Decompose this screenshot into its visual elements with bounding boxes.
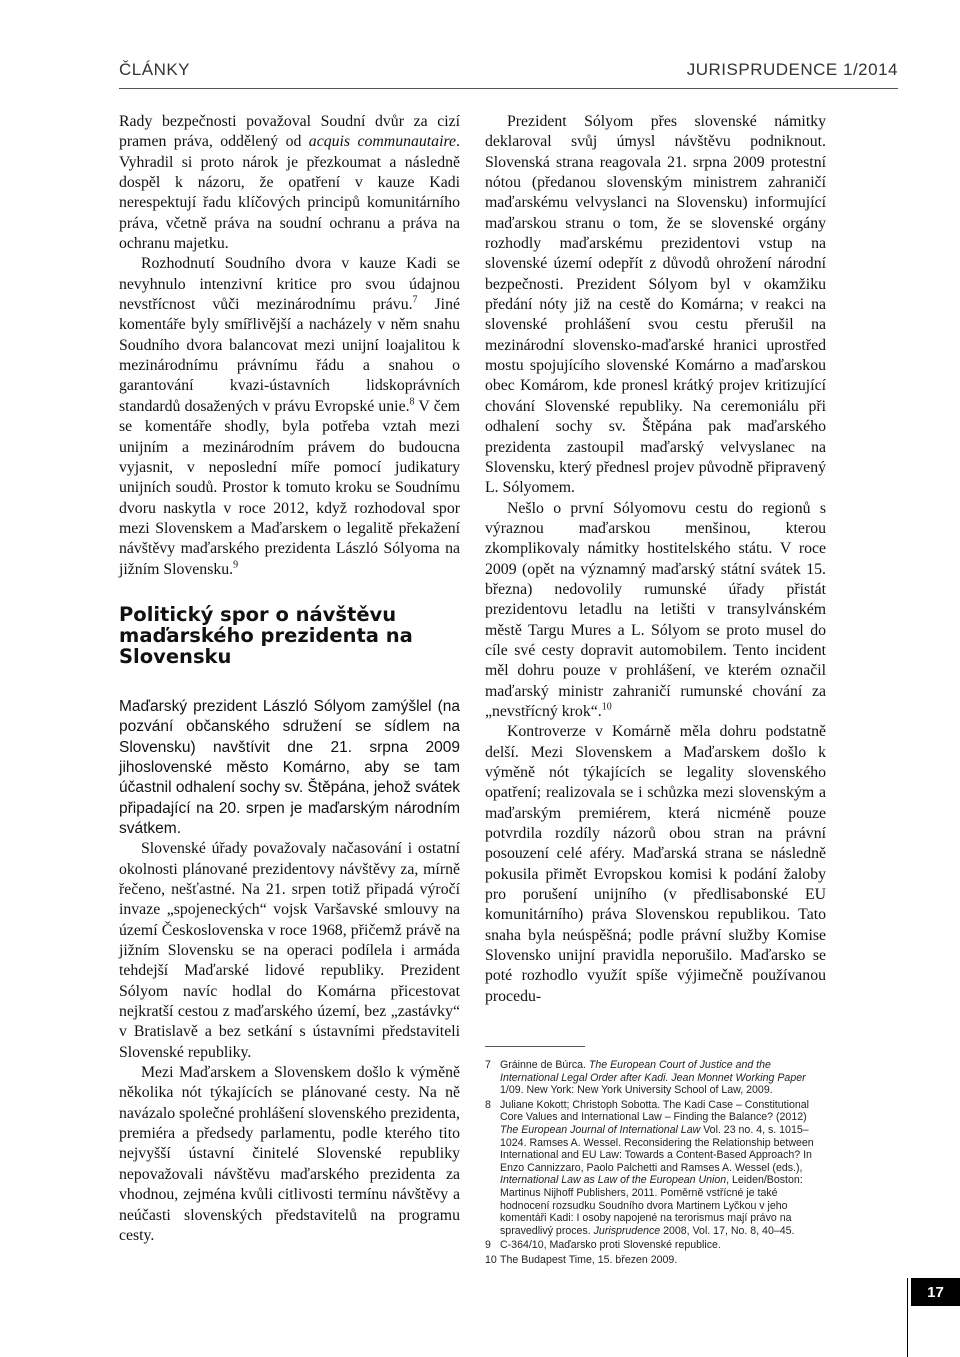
footnote: 9 C-364/10, Maďarsko proti Slovenské republice. bbox=[485, 1239, 721, 1252]
footnotes bbox=[485, 1059, 826, 1269]
footnote-ref[interactable]: 7 bbox=[412, 294, 418, 306]
header-divider bbox=[119, 88, 898, 89]
journal-title: JURISPRUDENCE 1/2014 bbox=[686, 60, 898, 79]
paragraph: Mezi Maďarskem a Slovenskem došlo k výměně několika nót týkajících se plánované cesty. Na ně navázalo společné prohlášení slovenského prezidenta, premiéra a předsedy parlamentu, podle kterého tito nejvyšší ústavní činitelé Slovenské republiky nepovažovali návštěvu maďarského prezidenta za vhodnou, zejména kvůli citlivosti termínu návštěvy a neúčasti slovenských představitelů na programu cesty. bbox=[119, 1064, 460, 1244]
footnote-number: 8 bbox=[485, 1098, 491, 1111]
footnote: 10 The Budapest Time, 15. březen 2009. bbox=[485, 1253, 678, 1266]
footnote-ref[interactable]: 8 bbox=[409, 396, 415, 408]
section-label: ČLÁNKY bbox=[119, 60, 191, 79]
footnote-number: 9 bbox=[485, 1239, 491, 1252]
footnote-ref[interactable]: 10 bbox=[601, 701, 612, 713]
paragraph: Kontroverze v Komárně měla dohru podstatně delší. Mezi Slovenskem a Maďarskem došlo k výměně nót týkajících se legality slovenského opatření; realizovala se i schůzka mezi slovenským a maďarským premiérem, která nicméně pouze potvrdila rozdíly názorů obou stran na právní posouzení celé aféry. Maďarská strana se následně pokusila přimět Evropskou komisi k podání žaloby pro porušení unijního (v předlisabonské EU komunitárního) práva Slovenskou republikou. Tato snaha byla neúspěšná; podle právní služby Komise Slovensko unijní pravidla neporušilo. Maďarsko se poté rozhodlo využít spíše výjimečně používanou procedu- bbox=[485, 723, 826, 1005]
paragraph: Rady bezpečnosti považoval Soudní dvůr za cizí pramen práva, oddělený od acquis communautaire. Vyhradil si proto nárok je přezkoumat a následně dospěl k názoru, že opatření v kauze Kadi nerespektují řadu klíčových principů komunitárního práva, včetně práva na soudní ochranu a práva na ochranu majetku. bbox=[119, 113, 460, 253]
page-number-rule bbox=[907, 1278, 908, 1357]
right-column bbox=[485, 112, 826, 1007]
paragraph: Rozhodnutí Soudního dvora v kauze Kadi se nevyhnulo intenzivní kritice pro svou údajnou nevstřícnost vůči mezinárodnímu právu.$^7$ Jiné komentáře byly smířlivější a nacházely v něm snahu Soudního dvora balancovat mezi unijní loajalitou k mezinárodnímu právnímu řádu a snahou o garantování kvazi-ústavních lidskoprávních standardů dosažených v právu Evropské unie.$^8$ V čem se komentáře shodly, byla potřeba vztah mezi unijním a mezinárodním právem do budoucna vyjasnit, v neposlední míře pomocí judikatury unijních soudů. Prostor k tomuto kroku se Soudnímu dvoru naskytla v roce 2012, když rozhodoval spor mezi Slovenskem a Maďarskem o legalitě překažení návštěvy maďarského prezidenta László Sólyoma na jižním Slovensku.$^9$ bbox=[119, 255, 460, 578]
footnote: 7 Gráinne de Búrca. The European Court of Justice and the International Legal Order after Kadi. Jean Monnet Working Paper 1/09. New York: New York University School of Law, 2009. bbox=[485, 1059, 806, 1097]
footnote-number: 7 bbox=[485, 1059, 491, 1071]
paragraph: Maďarský prezident László Sólyom zamýšlel (na pozvání občanského sdružení se sídlem na Slovensku) navštívit dne 21. srpna 2009 jihoslovenské město Komárno, aby se tam účastnil odhalení sochy sv. Štěpána, jehož svátek připadající na 20. srpen je maďarským národním svátkem. bbox=[119, 697, 460, 837]
paragraph: Slovenské úřady považovaly načasování i ostatní okolnosti plánované prezidentovy návštěvy za, mírně řečeno, nešťastné. Na 21. srpen totiž připadá výročí invaze „spojeneckých“ vojsk Varšavské smlouvy na území Československa v roce 1968, přičemž právě na jižním Slovensku se na operaci podílela i armáda tehdejší Maďarské lidové republiky. Prezident Sólyom navíc hodlal do Komárna přicestovat nejkratší cestou z maďarského území, bez „zastávky“ v Bratislavě a bez setkání s ústavními představiteli Slovenské republiky. bbox=[119, 840, 460, 1061]
left-column bbox=[119, 112, 460, 1246]
paragraph: Nešlo o první Sólyomovu cestu do regionů s výraznou maďarskou menšinou, kterou zkomplikovaly námitky hostitelského státu. V roce 2009 (opět na významný maďarský státní svátek 15. března) nedovolily rumunské úřady přistát prezidentovu letadlu na letišti v transylvánském městě Targu Mures a L. Sólyom se proto musel do cíle své cesty dopravit automobilem. Tento incident měl dohru pouze v prohlášení, ve kterém označil maďarský ministr zahraničí rumunské chování za „nevstřícný krok“.$^{10}$ bbox=[485, 499, 826, 720]
paragraph: Prezident Sólyom přes slovenské námitky deklaroval svůj úmysl návštěvu podniknout. Slovenská strana reagovala 21. srpna 2009 protestní nótou (předanou slovenským ministrem zahraničí maďarskému velvyslanci na Slovensku) informující maďarskou stranu o tom, že se slovenské orgány rozhodly maďarskému prezidentovi vstup na slovenské území odepřít z důvodů ohrožení národní bezpečnosti. Prezident Sólyom byl v okamžiku předání nóty již na cestě do Komárna; v reakci na slovenské prohlášení svou cestu přerušil na mezinárodní slovensko-maďarské hranici uprostřed mostu spojujícího slovenské Komárno a maďarskou obec Komárom, kde pronesl krátký projev kritizující chování Slovenské republiky. Na ceremoniálu při odhalení sochy sv. Štěpána pak maďarského prezidenta zastoupil maďarský velvyslanec na Slovensku, který přednesl projev původně připravený L. Sólyomem. bbox=[485, 113, 826, 497]
page-number: 17 bbox=[911, 1278, 960, 1306]
footnote-divider bbox=[485, 1046, 585, 1047]
footnote-number: 10 bbox=[485, 1253, 497, 1266]
footnote-ref[interactable]: 9 bbox=[233, 559, 239, 571]
section-heading: Politický spor o návštěvu maďarského prezidenta na Slovensku bbox=[119, 602, 413, 668]
footnote: 8 Juliane Kokott; Christoph Sobotta. The Kadi Case – Constitutional Core Values and International Law – Finding the Balance? (2012) The European Journal of International Law Vol. 23 no. 4, s. 1015–1024. Ramses A. Wessel. Reconsidering the Relationship between International and EU Law: Towards a Content-Based Approach? In Enzo Cannizzaro, Paolo Palchetti and Ramses A. Wessel (eds.), International Law as Law of the European Union, Leiden/Boston: Martinus Nijhoff Publishers, 2011. Poměrně vstřícné je také hodnocení rozsudku Soudního dvora Martinem Lyčkou v jeho komentáři Kadi: I osoby napojené na terorismus mají právo na spravedlivý proces. Jurisprudence 2008, Vol. 17, No. 8, 40–45. bbox=[485, 1098, 814, 1237]
